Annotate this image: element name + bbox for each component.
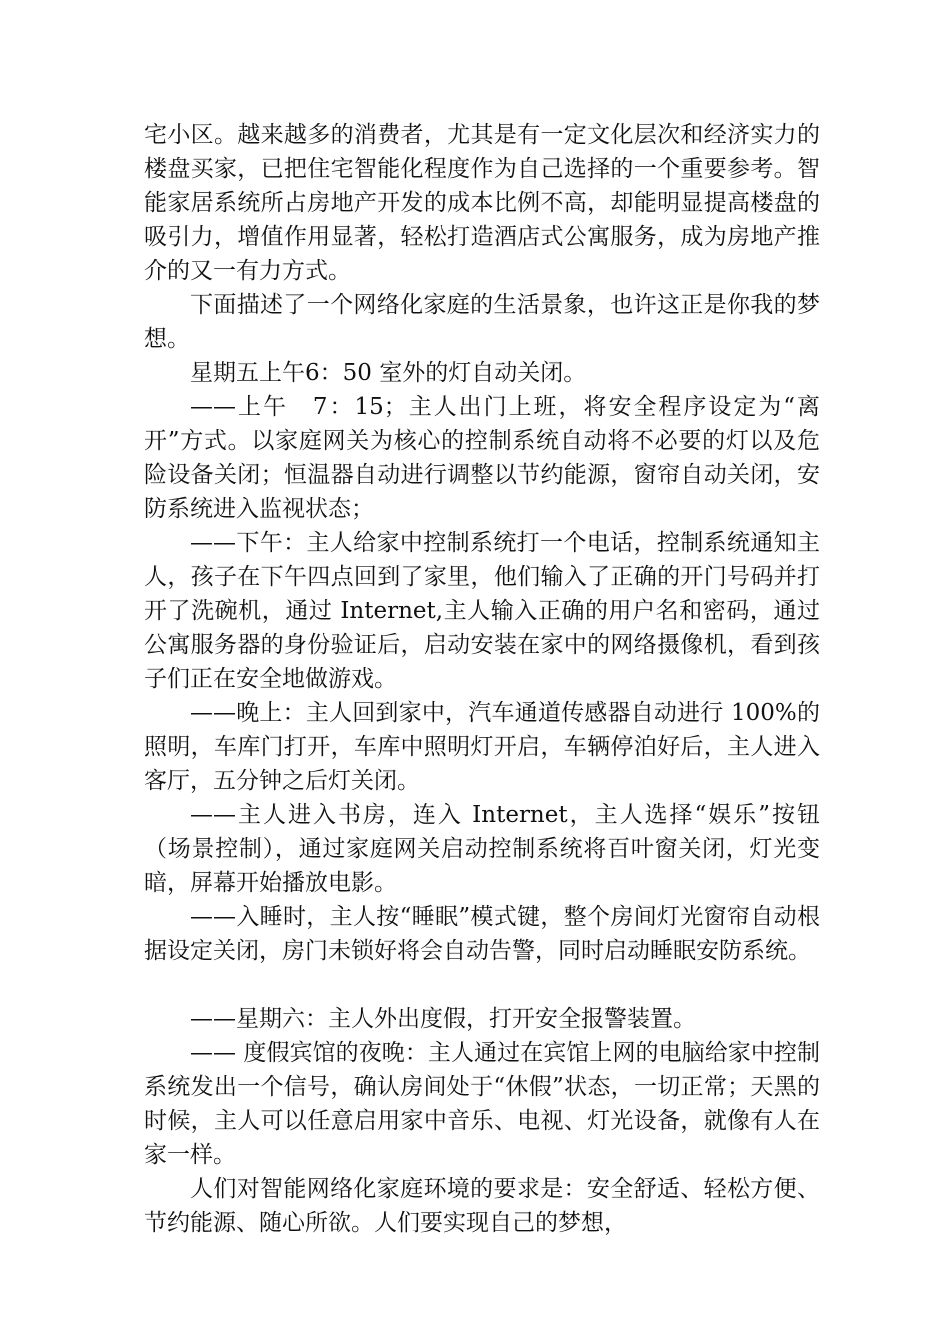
paragraph-saturday: ——星期六：主人外出度假，打开安全报警装置。 bbox=[190, 1006, 696, 1032]
paragraph-requirements: 人们对智能网络化家庭环境的要求是：安全舒适、轻松方便、节约能源、随心所欲。人们要实现自己的梦想， bbox=[144, 1176, 820, 1236]
paragraph-bedtime: ——入睡时，主人按“睡眠”模式键，整个房间灯光窗帘自动根据设定关闭，房门未锁好将会自动告警，同时启动睡眠安防系统。 bbox=[144, 904, 820, 964]
paragraph-afternoon: ——下午：主人给家中控制系统打一个电话，控制系统通知主人，孩子在下午四点回到了家里，他们输入了正确的开门号码并打开了洗碗机，通过 Internet,主人输入正确的用户名和密码，通过公寓服务器的身份验证后，启动安装在家中的网络摄像机，看到孩子们正在安全地做游戏。 bbox=[144, 530, 820, 692]
paragraph-evening: ——晚上：主人回到家中，汽车通道传感器自动进行 100%的照明，车库门打开，车库中照明灯开启，车辆停泊好后，主人进入客厅，五分钟之后灯关闭。 bbox=[144, 700, 820, 794]
paragraph-study-room: ——主人进入书房，连入 Internet，主人选择“娱乐”按钮（场景控制），通过家庭网关启动控制系统将百叶窗关闭，灯光变暗，屏幕开始播放电影。 bbox=[144, 802, 820, 896]
paragraph-hotel-night: —— 度假宾馆的夜晚：主人通过在宾馆上网的电脑给家中控制系统发出一个信号，确认房间处于“休假”状态，一切正常；天黑的时候，主人可以任意启用家中音乐、电视、灯光设备，就像有人在家一样。 bbox=[144, 1040, 820, 1168]
paragraph-intro-continued: 宅小区。越来越多的消费者，尤其是有一定文化层次和经济实力的楼盘买家，已把住宅智能化程度作为自己选择的一个重要参考。智能家居系统所占房地产开发的成本比例不高，却能明显提高楼盘的吸引力，增值作用显著，轻松打造酒店式公寓服务，成为房地产推介的又一有力方式。 bbox=[144, 122, 820, 284]
paragraph-gap bbox=[144, 968, 820, 1002]
document-body bbox=[144, 118, 820, 1240]
paragraph-scene-description: 下面描述了一个网络化家庭的生活景象，也许这正是你我的梦想。 bbox=[144, 292, 820, 352]
paragraph-friday-morning: 星期五上午6：50 室外的灯自动关闭。 bbox=[190, 360, 587, 386]
paragraph-morning-departure: ——上午 7：15；主人出门上班，将安全程序设定为“离开”方式。以家庭网关为核心的控制系统自动将不必要的灯以及危险设备关闭；恒温器自动进行调整以节约能源，窗帘自动关闭，安防系统进入监视状态； bbox=[144, 394, 820, 522]
